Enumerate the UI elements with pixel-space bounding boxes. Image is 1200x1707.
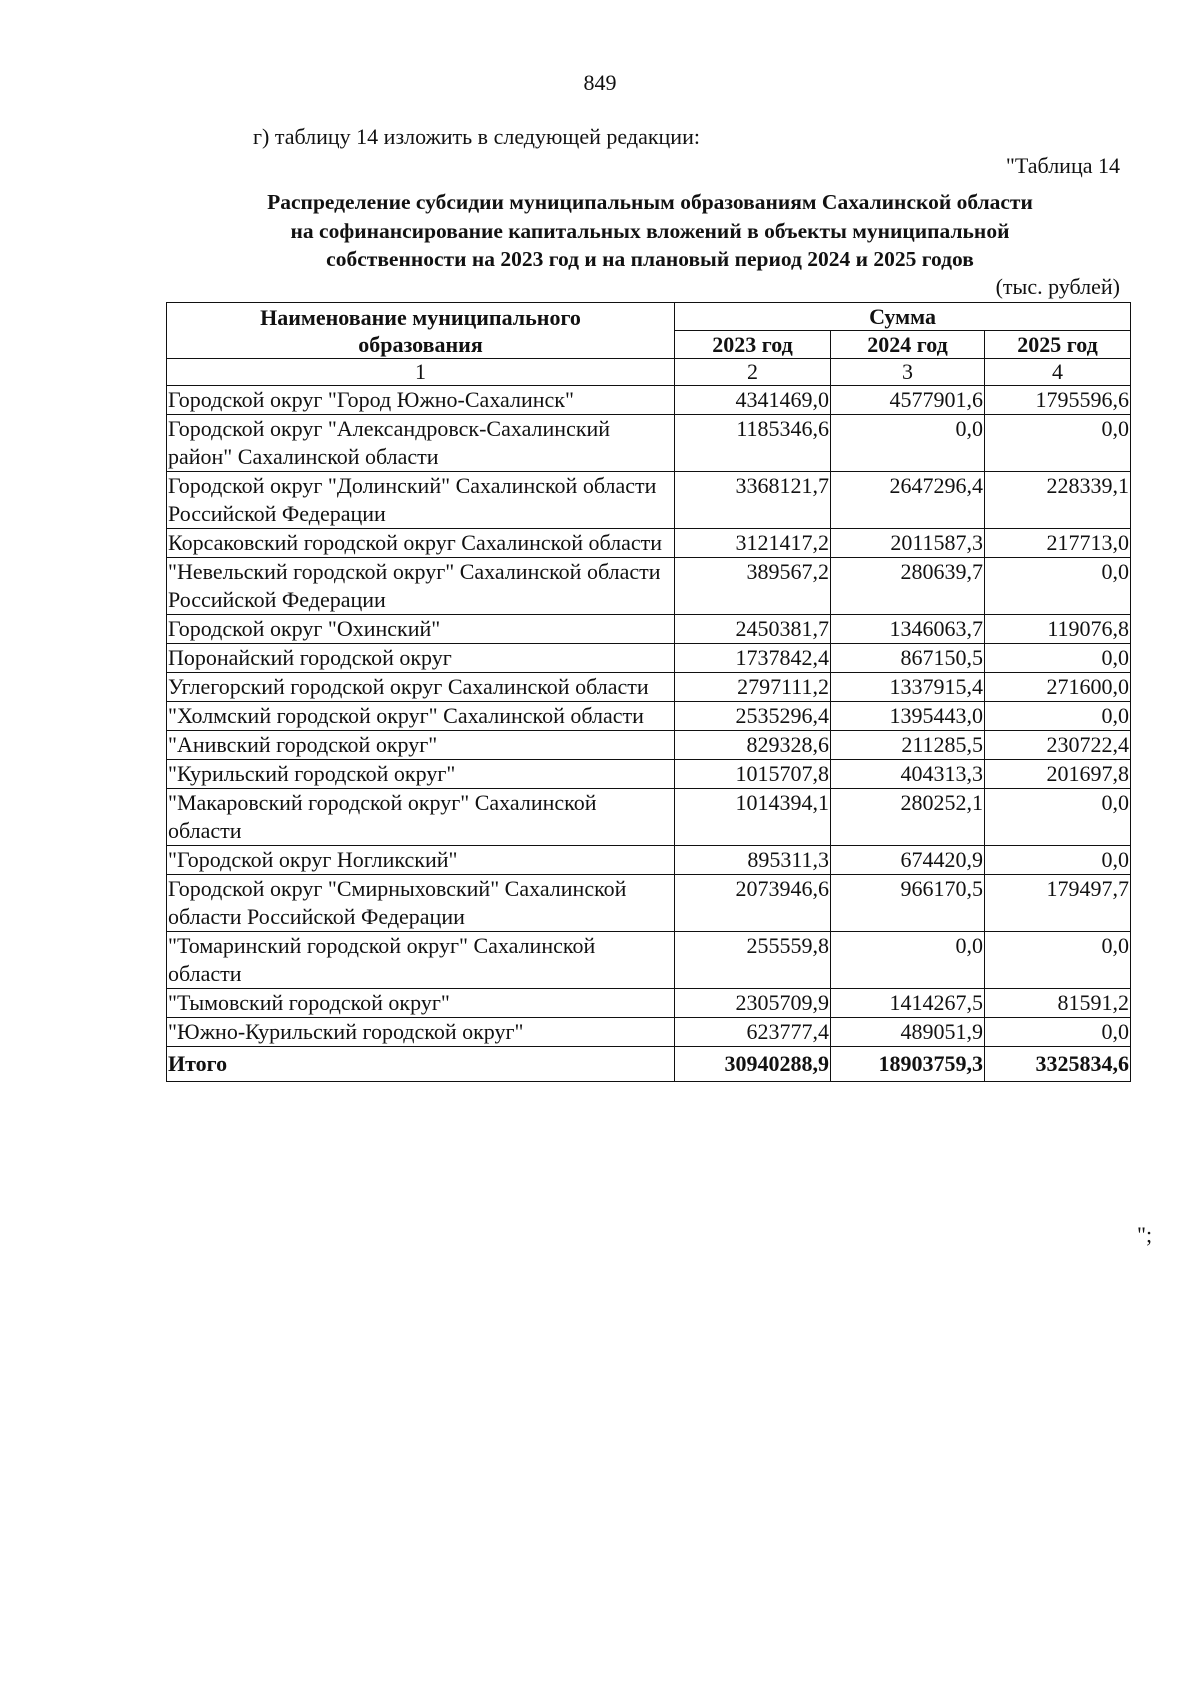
amount-2023: 2305709,9	[675, 989, 831, 1018]
table-row	[167, 415, 1131, 472]
table-row	[167, 989, 1131, 1018]
table-row	[167, 760, 1131, 789]
amount-2024: 489051,9	[831, 1018, 985, 1047]
municipality-name: "Тымовский городской округ"	[167, 989, 675, 1018]
title-line: Распределение субсидии муниципальным образованиям Сахалинской области	[267, 190, 1033, 214]
units-label: (тыс. рублей)	[995, 274, 1120, 299]
municipality-name: "Томаринский городской округ" Сахалинской области	[167, 932, 675, 989]
amount-2023: 255559,8	[675, 932, 831, 989]
amount-2025: 201697,8	[985, 760, 1131, 789]
amount-2023: 895311,3	[675, 846, 831, 875]
table-title	[160, 188, 1140, 274]
amount-2024: 280252,1	[831, 789, 985, 846]
amount-2023: 2535296,4	[675, 702, 831, 731]
amount-2025: 230722,4	[985, 731, 1131, 760]
amount-2024: 2011587,3	[831, 529, 985, 558]
amount-2023: 1737842,4	[675, 644, 831, 673]
amount-2023: 2797111,2	[675, 673, 831, 702]
amount-2025: 0,0	[985, 1018, 1131, 1047]
header-year-2025: 2025 год	[985, 331, 1131, 359]
table-row	[167, 615, 1131, 644]
amount-2025: 0,0	[985, 846, 1131, 875]
amount-2025: 1795596,6	[985, 386, 1131, 415]
amount-2025: 179497,7	[985, 875, 1131, 932]
page-number: 849	[583, 70, 617, 95]
amount-2025: 271600,0	[985, 673, 1131, 702]
municipality-name: "Анивский городской округ"	[167, 731, 675, 760]
header-year-2024: 2024 год	[831, 331, 985, 359]
amount-2024: 1395443,0	[831, 702, 985, 731]
closing-quote: ";	[1137, 1222, 1153, 1247]
total-2025: 3325834,6	[985, 1047, 1131, 1082]
table-body	[167, 386, 1131, 1082]
amount-2023: 389567,2	[675, 558, 831, 615]
column-number: 3	[831, 359, 985, 386]
amount-2025: 217713,0	[985, 529, 1131, 558]
amount-2023: 829328,6	[675, 731, 831, 760]
table-row	[167, 673, 1131, 702]
table-row	[167, 875, 1131, 932]
municipality-name: "Невельский городской округ" Сахалинской области Российской Федерации	[167, 558, 675, 615]
municipality-name: Корсаковский городской округ Сахалинской области	[167, 529, 675, 558]
amount-2024: 211285,5	[831, 731, 985, 760]
municipality-name: "Курильский городской округ"	[167, 760, 675, 789]
table-row	[167, 1018, 1131, 1047]
amount-2024: 280639,7	[831, 558, 985, 615]
amount-2025: 0,0	[985, 558, 1131, 615]
municipality-name: "Городской округ Ногликский"	[167, 846, 675, 875]
amount-2023: 3121417,2	[675, 529, 831, 558]
title-line: на софинансирование капитальных вложений в объекты муниципальной	[290, 218, 1010, 243]
table-row	[167, 558, 1131, 615]
header-year-2023: 2023 год	[675, 331, 831, 359]
amount-2023: 2073946,6	[675, 875, 831, 932]
municipality-name: "Холмский городской округ" Сахалинской области	[167, 702, 675, 731]
amount-2024: 0,0	[831, 415, 985, 472]
amount-2024: 404313,3	[831, 760, 985, 789]
municipality-name: Городской округ "Долинский" Сахалинской области Российской Федерации	[167, 472, 675, 529]
municipality-name: "Макаровский городской округ" Сахалинской области	[167, 789, 675, 846]
column-number: 4	[985, 359, 1131, 386]
municipality-name: Городской округ "Охинский"	[167, 615, 675, 644]
amount-2023: 4341469,0	[675, 386, 831, 415]
table-label: "Таблица 14	[1005, 153, 1120, 178]
amount-2025: 228339,1	[985, 472, 1131, 529]
municipality-name: "Южно-Курильский городской округ"	[167, 1018, 675, 1047]
table-row	[167, 529, 1131, 558]
subsidy-table	[166, 302, 1131, 1082]
amount-2024: 1414267,5	[831, 989, 985, 1018]
header-name: Наименование муниципального образования	[167, 303, 675, 359]
amount-2025: 0,0	[985, 644, 1131, 673]
column-number: 1	[167, 359, 675, 386]
amount-2023: 1015707,8	[675, 760, 831, 789]
amount-2023: 1014394,1	[675, 789, 831, 846]
total-row	[167, 1047, 1131, 1082]
table-row	[167, 932, 1131, 989]
municipality-name: Поронайский городской округ	[167, 644, 675, 673]
municipality-name: Городской округ "Смирныховский" Сахалинской области Российской Федерации	[167, 875, 675, 932]
amount-2023: 1185346,6	[675, 415, 831, 472]
amount-2025: 0,0	[985, 789, 1131, 846]
table-row	[167, 472, 1131, 529]
header-sum: Сумма	[675, 303, 1131, 331]
amount-2024: 1337915,4	[831, 673, 985, 702]
table-row	[167, 644, 1131, 673]
amount-2025: 81591,2	[985, 989, 1131, 1018]
table-row	[167, 386, 1131, 415]
amount-2024: 1346063,7	[831, 615, 985, 644]
total-2024: 18903759,3	[831, 1047, 985, 1082]
table-row	[167, 789, 1131, 846]
table-row	[167, 846, 1131, 875]
table-row	[167, 702, 1131, 731]
instruction-text: г) таблицу 14 изложить в следующей редакции:	[253, 124, 700, 149]
column-number: 2	[675, 359, 831, 386]
amount-2024: 966170,5	[831, 875, 985, 932]
municipality-name: Городской округ "Город Южно-Сахалинск"	[167, 386, 675, 415]
amount-2025: 0,0	[985, 415, 1131, 472]
amount-2025: 0,0	[985, 702, 1131, 731]
amount-2023: 2450381,7	[675, 615, 831, 644]
amount-2025: 0,0	[985, 932, 1131, 989]
amount-2023: 623777,4	[675, 1018, 831, 1047]
amount-2024: 2647296,4	[831, 472, 985, 529]
total-label: Итого	[167, 1047, 675, 1082]
municipality-name: Городской округ "Александровск-Сахалинский район" Сахалинской области	[167, 415, 675, 472]
title-line: собственности на 2023 год и на плановый период 2024 и 2025 годов	[326, 247, 974, 271]
table-row	[167, 731, 1131, 760]
amount-2023: 3368121,7	[675, 472, 831, 529]
amount-2025: 119076,8	[985, 615, 1131, 644]
amount-2024: 0,0	[831, 932, 985, 989]
amount-2024: 4577901,6	[831, 386, 985, 415]
municipality-name: Углегорский городской округ Сахалинской области	[167, 673, 675, 702]
amount-2024: 674420,9	[831, 846, 985, 875]
amount-2024: 867150,5	[831, 644, 985, 673]
total-2023: 30940288,9	[675, 1047, 831, 1082]
